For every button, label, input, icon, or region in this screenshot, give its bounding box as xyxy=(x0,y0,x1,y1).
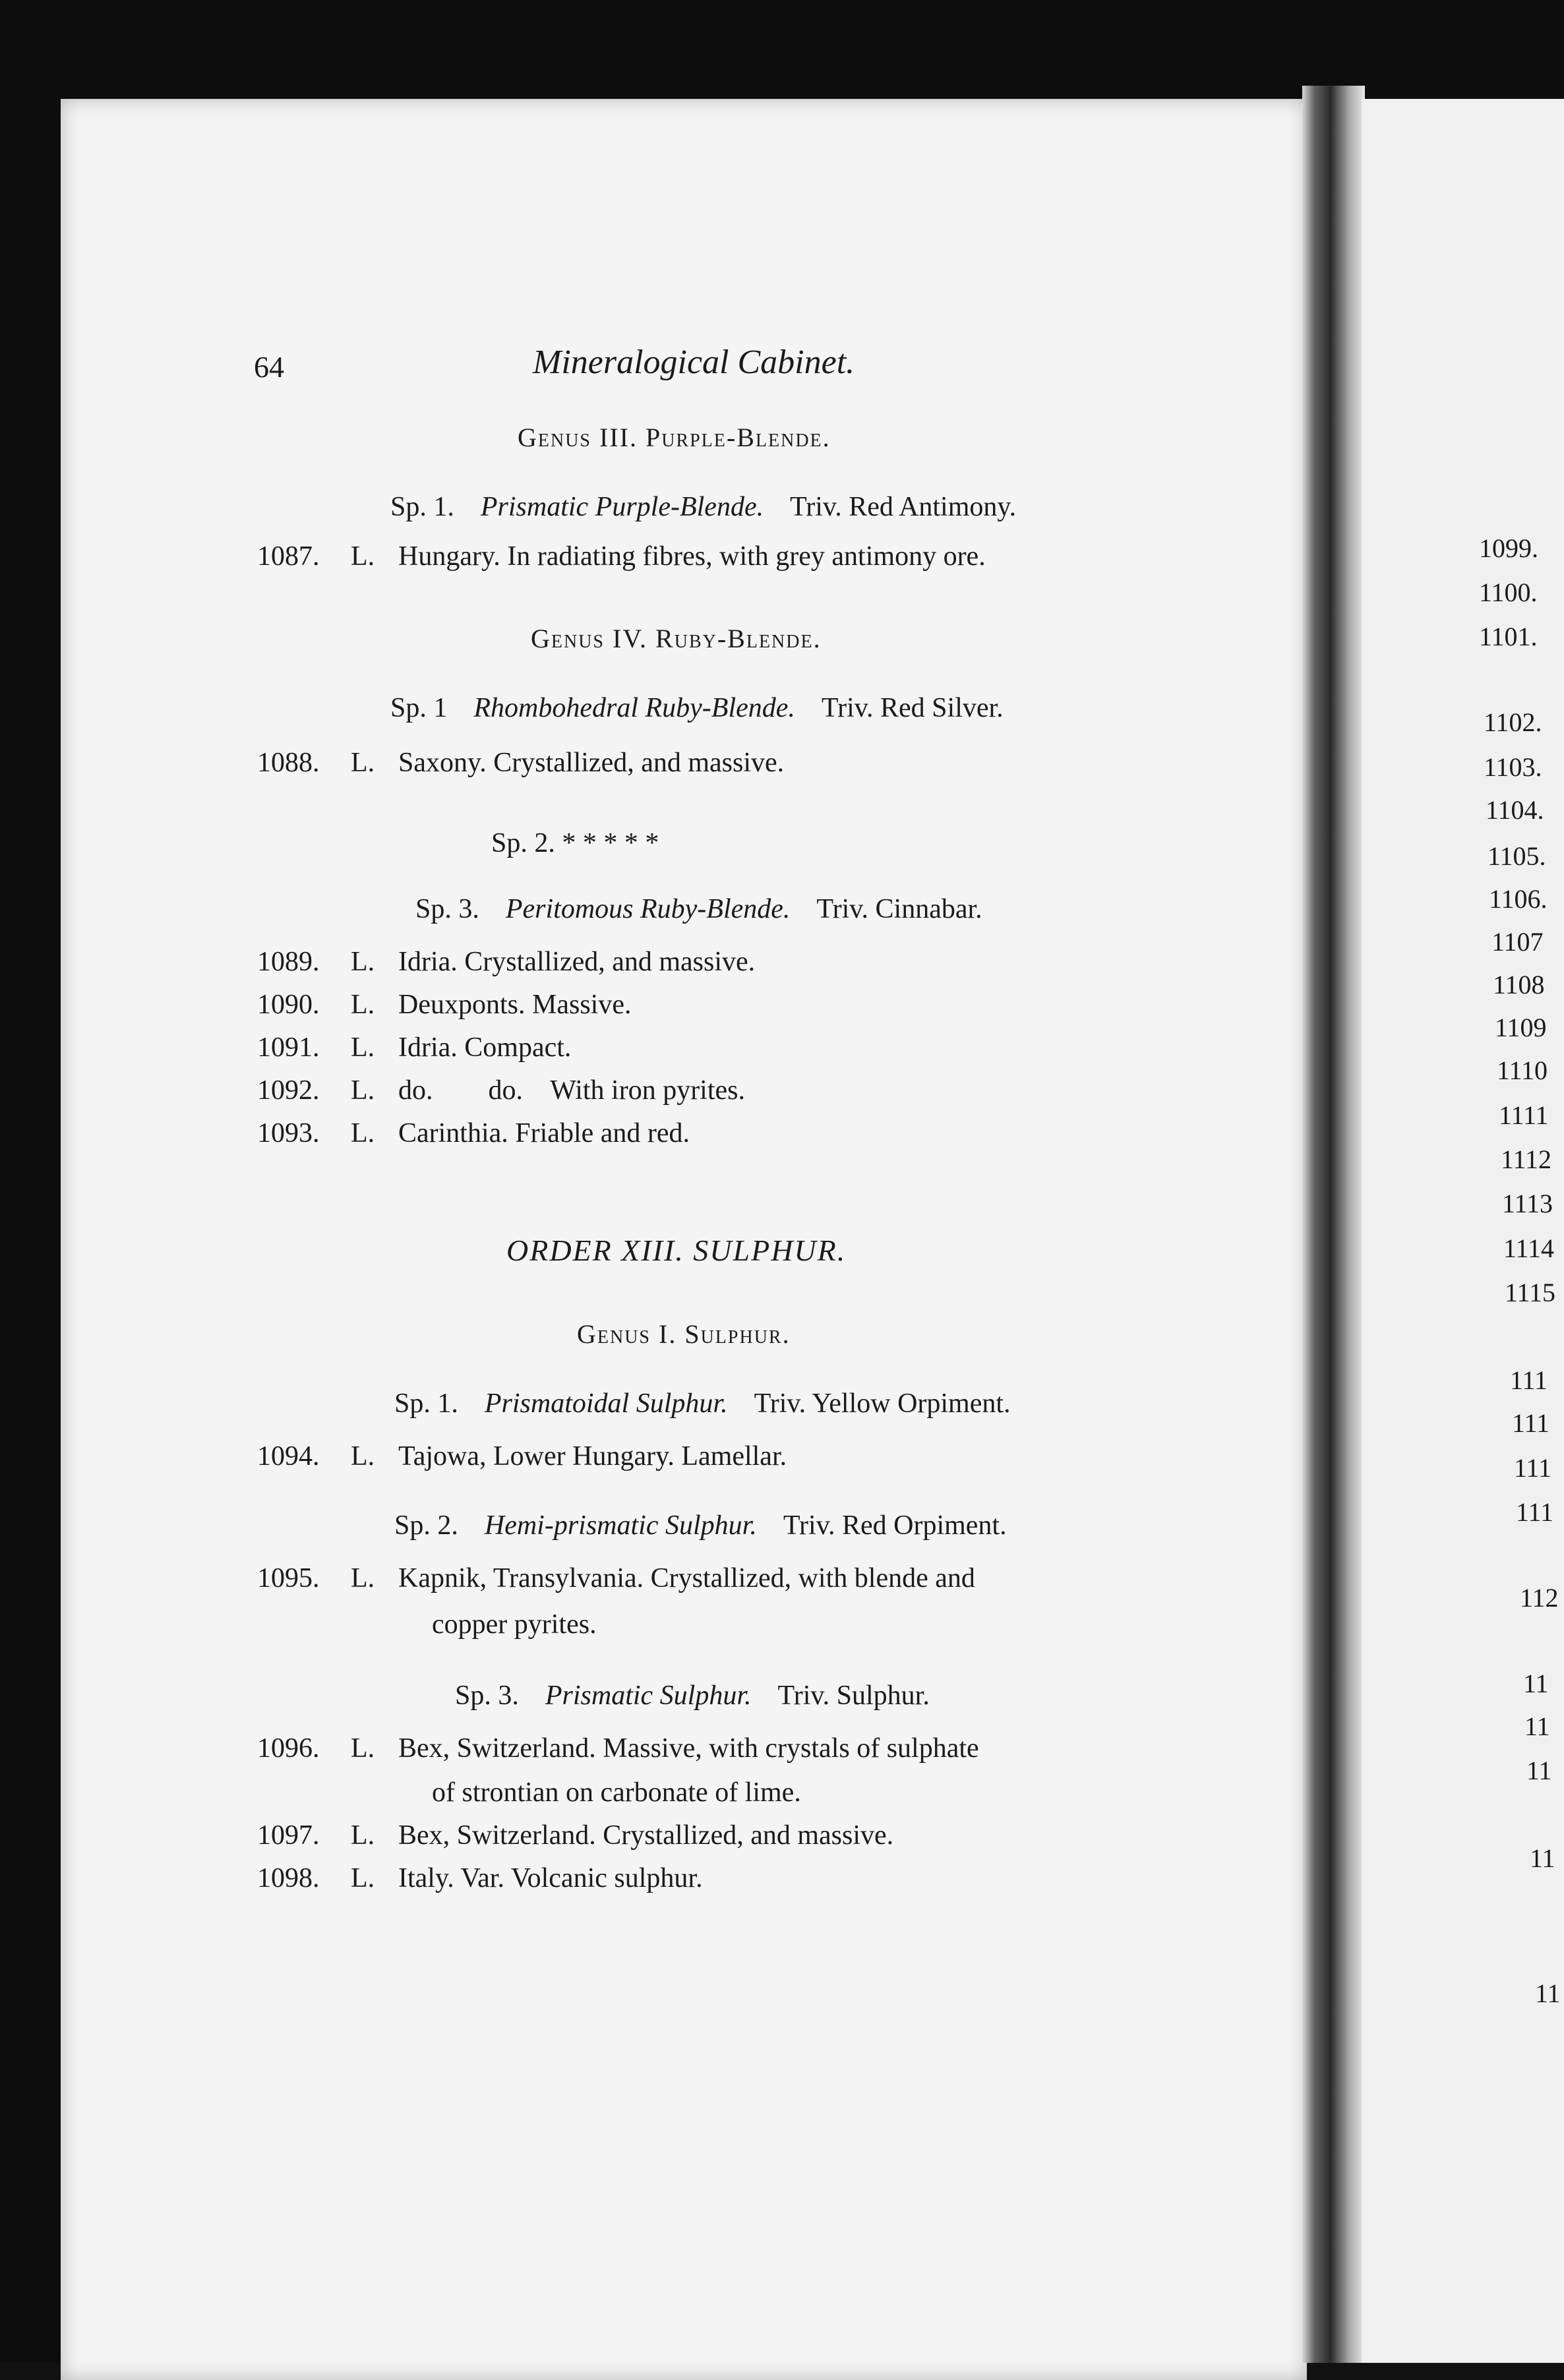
species-name: Prismatic Purple-Blende. xyxy=(480,492,764,522)
right-entry-number: 11 xyxy=(1526,1756,1552,1785)
entry-loc: L. xyxy=(351,1733,375,1764)
entry-loc: L. xyxy=(351,748,375,778)
entry-text: Bex, Switzerland. Massive, with crystals of sulphate xyxy=(398,1733,979,1764)
right-entry-number: 1115 xyxy=(1505,1278,1556,1307)
entry-number: 1093. xyxy=(257,1118,320,1148)
right-entry-number: 1107 xyxy=(1491,927,1544,957)
right-entry-number: 1111 xyxy=(1499,1100,1549,1130)
right-entry-number: 1108 xyxy=(1493,970,1545,999)
right-entry-number: 1110 xyxy=(1497,1056,1548,1085)
right-entry-number: 11 xyxy=(1535,1978,1561,2008)
right-entry-number: 111 xyxy=(1510,1365,1548,1395)
entry-row xyxy=(257,1075,745,1106)
species-name: Prismatoidal Sulphur. xyxy=(484,1388,728,1419)
right-page xyxy=(1362,99,1564,2363)
right-entry-number: 112 xyxy=(1520,1583,1559,1613)
right-entry-number: 1106. xyxy=(1489,884,1548,914)
species-line xyxy=(455,1680,930,1711)
running-title: Mineralogical Cabinet. xyxy=(533,343,855,381)
right-entry-number: 1104. xyxy=(1486,795,1544,825)
species-label: Sp. 3. xyxy=(415,894,479,924)
right-entry-number: 1105. xyxy=(1488,841,1546,871)
right-entry-number: 1109 xyxy=(1495,1013,1547,1042)
entry-number: 1098. xyxy=(257,1863,320,1893)
right-entry-number: 1101. xyxy=(1479,622,1538,651)
entry-number: 1094. xyxy=(257,1441,320,1472)
species-label: Sp. 1 xyxy=(390,693,448,723)
species-line xyxy=(394,1388,1011,1419)
entry-text: Tajowa, Lower Hungary. Lamellar. xyxy=(398,1441,787,1472)
entry-number: 1091. xyxy=(257,1032,320,1063)
entry-row xyxy=(257,541,986,572)
right-entry-number: 1099. xyxy=(1479,533,1538,563)
entry-text: Idria. Crystallized, and massive. xyxy=(398,947,756,977)
entry-loc: L. xyxy=(351,947,375,977)
entry-continuation: of strontian on carbonate of lime. xyxy=(432,1777,801,1808)
entry-loc: L. xyxy=(351,1863,375,1893)
species-label: Sp. 2. xyxy=(394,1510,458,1541)
entry-row xyxy=(257,1862,703,1894)
species-label: Sp. 1. xyxy=(394,1388,458,1419)
entry-text: Idria. Compact. xyxy=(398,1032,572,1063)
entry-row xyxy=(257,1733,979,1764)
entry-text: Saxony. Crystallized, and massive. xyxy=(398,748,785,778)
species-line: Sp. 2. * * * * * xyxy=(491,828,659,858)
species-trivial: Triv. Yellow Orpiment. xyxy=(754,1388,1011,1419)
entry-text: Carinthia. Friable and red. xyxy=(398,1118,690,1148)
entry-row xyxy=(257,1441,787,1472)
entry-row xyxy=(257,1032,571,1063)
species-label: Sp. 1. xyxy=(390,492,454,522)
species-name: Hemi-prismatic Sulphur. xyxy=(484,1510,757,1541)
entry-number: 1090. xyxy=(257,990,320,1020)
entry-row xyxy=(257,747,784,779)
right-entry-number: 1114 xyxy=(1503,1234,1555,1263)
entry-text: Deuxponts. Massive. xyxy=(398,990,632,1020)
entry-number: 1097. xyxy=(257,1820,320,1851)
entry-loc: L. xyxy=(351,1075,375,1106)
entry-row xyxy=(257,946,755,978)
species-trivial: Triv. Red Silver. xyxy=(821,693,1004,723)
species-name: Prismatic Sulphur. xyxy=(545,1681,752,1711)
genus-heading: Genus IV. Ruby-Blende. xyxy=(531,624,822,653)
right-entry-number: 1103. xyxy=(1484,752,1542,782)
species-trivial: Triv. Sulphur. xyxy=(777,1681,930,1711)
entry-text: Hungary. In radiating fibres, with grey antimony ore. xyxy=(398,541,986,572)
right-entry-number: 111 xyxy=(1512,1408,1550,1438)
right-entry-number: 1100. xyxy=(1479,578,1538,607)
page-number: 64 xyxy=(254,350,284,384)
entry-number: 1088. xyxy=(257,748,320,778)
entry-number: 1089. xyxy=(257,947,320,977)
entry-loc: L. xyxy=(351,1441,375,1472)
entry-loc: L. xyxy=(351,1820,375,1851)
right-entry-number: 1102. xyxy=(1484,707,1542,737)
entry-row xyxy=(257,989,631,1021)
right-entry-number: 1113 xyxy=(1502,1189,1553,1218)
entry-loc: L. xyxy=(351,1563,375,1593)
species-label: Sp. 3. xyxy=(455,1681,519,1711)
species-name: Rhombohedral Ruby-Blende. xyxy=(473,693,795,723)
right-entry-number: 11 xyxy=(1530,1843,1555,1873)
entry-row xyxy=(257,1820,893,1851)
species-line xyxy=(390,692,1004,724)
order-heading: ORDER XIII. SULPHUR. xyxy=(506,1234,847,1267)
entry-text: Kapnik, Transylvania. Crystallized, with blende and xyxy=(398,1563,975,1593)
species-line xyxy=(390,491,1016,523)
entry-row xyxy=(257,1562,975,1594)
book-gutter xyxy=(1302,86,1365,2363)
right-entry-number: 11 xyxy=(1523,1669,1549,1698)
entry-number: 1095. xyxy=(257,1563,320,1593)
species-trivial: Triv. Cinnabar. xyxy=(816,894,982,924)
genus-heading: Genus I. Sulphur. xyxy=(577,1319,791,1349)
entry-number: 1092. xyxy=(257,1075,320,1106)
entry-number: 1096. xyxy=(257,1733,320,1764)
species-name: Peritomous Ruby-Blende. xyxy=(505,894,791,924)
right-entry-number: 111 xyxy=(1514,1453,1552,1483)
entry-text: Italy. Var. Volcanic sulphur. xyxy=(398,1863,703,1893)
right-entry-number: 1112 xyxy=(1501,1145,1552,1174)
species-line xyxy=(415,893,982,925)
entry-loc: L. xyxy=(351,541,375,572)
right-entry-number: 11 xyxy=(1524,1711,1550,1741)
entry-row xyxy=(257,1117,690,1149)
species-line xyxy=(394,1510,1007,1541)
entry-continuation: copper pyrites. xyxy=(432,1609,597,1640)
entry-loc: L. xyxy=(351,1118,375,1148)
right-entry-number: 111 xyxy=(1516,1497,1554,1527)
species-trivial: Triv. Red Antimony. xyxy=(790,492,1017,522)
entry-loc: L. xyxy=(351,1032,375,1063)
entry-text: do. do. With iron pyrites. xyxy=(398,1075,746,1106)
entry-loc: L. xyxy=(351,990,375,1020)
genus-heading: Genus III. Purple-Blende. xyxy=(518,423,831,452)
species-trivial: Triv. Red Orpiment. xyxy=(783,1510,1007,1541)
entry-number: 1087. xyxy=(257,541,320,572)
entry-text: Bex, Switzerland. Crystallized, and massive. xyxy=(398,1820,894,1851)
